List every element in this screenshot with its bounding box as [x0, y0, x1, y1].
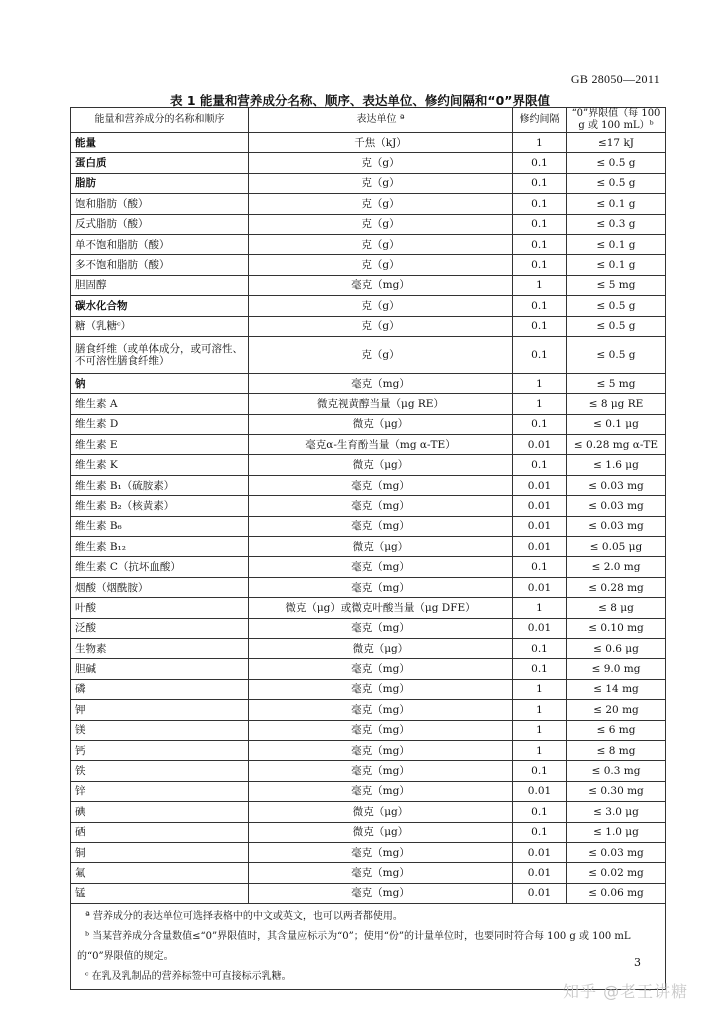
note-c: ᶜ 在乳及乳制品的营养标签中可直接标示乳糖。: [85, 971, 292, 983]
row-name-cell: 锌: [71, 781, 249, 801]
row-name-cell: 碘: [71, 802, 249, 822]
row-unit-cell: 克（g）: [249, 316, 513, 336]
row-limit-cell: ≤ 14 mg: [567, 679, 666, 699]
table-row: [71, 700, 666, 720]
row-limit-cell: ≤ 0.10 mg: [567, 618, 666, 638]
row-unit-cell: 毫克（mg）: [249, 700, 513, 720]
nutrition-table: [70, 107, 666, 990]
table-row: [71, 414, 666, 434]
row-limit-cell: ≤17 kJ: [567, 133, 666, 153]
row-unit-cell: 毫克（mg）: [249, 577, 513, 597]
row-interval-cell: 0.1: [513, 761, 567, 781]
table-row: [71, 173, 666, 193]
row-name-cell: 维生素 D: [71, 414, 249, 434]
row-unit-cell: 毫克（mg）: [249, 740, 513, 760]
row-interval-cell: 0.1: [513, 296, 567, 316]
row-name-cell: 铜: [71, 842, 249, 862]
table-row: [71, 618, 666, 638]
row-interval-cell: 1: [513, 394, 567, 414]
row-interval-cell: 0.01: [513, 577, 567, 597]
row-unit-cell: 微克（μg）: [249, 638, 513, 658]
row-limit-cell: ≤ 0.28 mg: [567, 577, 666, 597]
row-limit-cell: ≤ 8 μg: [567, 598, 666, 618]
row-name-cell: 维生素 E: [71, 435, 249, 455]
row-name-cell: 胆固醇: [71, 275, 249, 295]
table-row: [71, 659, 666, 679]
table-row: [71, 761, 666, 781]
row-unit-cell: 毫克（mg）: [249, 475, 513, 495]
row-interval-cell: 0.1: [513, 638, 567, 658]
row-name-cell: 碳水化合物: [71, 296, 249, 316]
table-row: [71, 863, 666, 883]
row-unit-cell: 克（g）: [249, 234, 513, 254]
row-interval-cell: 1: [513, 373, 567, 393]
table-row: [71, 537, 666, 557]
row-interval-cell: 0.01: [513, 781, 567, 801]
row-limit-cell: ≤ 0.5 g: [567, 153, 666, 173]
row-limit-cell: ≤ 20 mg: [567, 700, 666, 720]
row-name-cell: 饱和脂肪（酸）: [71, 194, 249, 214]
row-interval-cell: 0.1: [513, 802, 567, 822]
row-limit-cell: ≤ 0.28 mg α-TE: [567, 435, 666, 455]
row-interval-cell: 1: [513, 700, 567, 720]
table-row: [71, 153, 666, 173]
row-interval-cell: 0.1: [513, 414, 567, 434]
row-unit-cell: 克（g）: [249, 153, 513, 173]
table-row: [71, 296, 666, 316]
row-interval-cell: 0.1: [513, 822, 567, 842]
row-limit-cell: ≤ 0.1 g: [567, 255, 666, 275]
table-title: 表 1 能量和营养成分名称、顺序、表达单位、修约间隔和“0”界限值: [169, 93, 551, 108]
notes-row: [71, 904, 666, 990]
row-limit-cell: ≤ 0.1 g: [567, 194, 666, 214]
header-name: 能量和营养成分的名称和顺序: [71, 108, 249, 133]
row-unit-cell: 毫克（mg）: [249, 496, 513, 516]
row-unit-cell: 克（g）: [249, 336, 513, 373]
row-name-cell: 铁: [71, 761, 249, 781]
table-row: [71, 720, 666, 740]
row-limit-cell: ≤ 1.6 μg: [567, 455, 666, 475]
row-name-cell: 烟酸（烟酰胺）: [71, 577, 249, 597]
row-limit-cell: ≤ 0.5 g: [567, 316, 666, 336]
table-row: [71, 740, 666, 760]
row-unit-cell: 毫克（mg）: [249, 863, 513, 883]
header-limit: “0”界限值（每 100 g 或 100 mL）ᵇ: [567, 108, 666, 133]
row-unit-cell: 毫克（mg）: [249, 720, 513, 740]
row-name-cell: 糖（乳糖ᶜ）: [71, 316, 249, 336]
row-unit-cell: 毫克（mg）: [249, 373, 513, 393]
row-unit-cell: 微克视黄醇当量（μg RE）: [249, 394, 513, 414]
row-interval-cell: 0.1: [513, 194, 567, 214]
row-unit-cell: 毫克（mg）: [249, 679, 513, 699]
row-name-cell: 硒: [71, 822, 249, 842]
row-unit-cell: 微克（μg）: [249, 822, 513, 842]
row-name-cell: 多不饱和脂肪（酸）: [71, 255, 249, 275]
table-row: [71, 781, 666, 801]
row-limit-cell: ≤ 5 mg: [567, 373, 666, 393]
row-unit-cell: 微克（μg）: [249, 455, 513, 475]
note-a: ª 营养成分的表达单位可选择表格中的中文或英文，也可以两者都使用。: [85, 911, 403, 923]
table-row: [71, 598, 666, 618]
row-unit-cell: 微克（μg）: [249, 802, 513, 822]
table-row: [71, 394, 666, 414]
table-row: [71, 557, 666, 577]
row-interval-cell: 0.01: [513, 475, 567, 495]
table-header-row: [71, 108, 666, 133]
row-name-cell: 钙: [71, 740, 249, 760]
row-interval-cell: 0.01: [513, 516, 567, 536]
table-row: [71, 516, 666, 536]
table-row: [71, 577, 666, 597]
row-unit-cell: 毫克（mg）: [249, 275, 513, 295]
row-limit-cell: ≤ 8 mg: [567, 740, 666, 760]
row-name-cell: 钠: [71, 373, 249, 393]
row-unit-cell: 毫克（mg）: [249, 557, 513, 577]
row-limit-cell: ≤ 0.03 mg: [567, 842, 666, 862]
row-limit-cell: ≤ 8 μg RE: [567, 394, 666, 414]
page-number: 3: [634, 956, 641, 969]
row-unit-cell: 克（g）: [249, 296, 513, 316]
nutrition-table-container: [70, 107, 665, 990]
row-name-cell: 蛋白质: [71, 153, 249, 173]
row-interval-cell: 1: [513, 133, 567, 153]
row-name-cell: 维生素 B₁₂: [71, 537, 249, 557]
row-limit-cell: ≤ 0.1 g: [567, 234, 666, 254]
row-name-cell: 胆碱: [71, 659, 249, 679]
row-limit-cell: ≤ 2.0 mg: [567, 557, 666, 577]
table-row: [71, 883, 666, 903]
row-interval-cell: 0.01: [513, 863, 567, 883]
row-limit-cell: ≤ 0.03 mg: [567, 516, 666, 536]
row-limit-cell: ≤ 0.1 μg: [567, 414, 666, 434]
row-name-cell: 磷: [71, 679, 249, 699]
row-interval-cell: 0.1: [513, 153, 567, 173]
row-limit-cell: ≤ 0.3 mg: [567, 761, 666, 781]
row-name-cell: 镁: [71, 720, 249, 740]
table-row: [71, 496, 666, 516]
table-row: [71, 336, 666, 373]
row-name-cell: 锰: [71, 883, 249, 903]
table-row: [71, 679, 666, 699]
row-interval-cell: 0.01: [513, 435, 567, 455]
row-name-cell: 维生素 B₁（硫胺素）: [71, 475, 249, 495]
row-unit-cell: 千焦（kJ）: [249, 133, 513, 153]
table-row: [71, 214, 666, 234]
row-limit-cell: ≤ 0.6 μg: [567, 638, 666, 658]
row-unit-cell: 毫克（mg）: [249, 618, 513, 638]
row-name-cell: 泛酸: [71, 618, 249, 638]
row-interval-cell: 0.1: [513, 214, 567, 234]
row-interval-cell: 0.1: [513, 455, 567, 475]
row-name-cell: 生物素: [71, 638, 249, 658]
row-limit-cell: ≤ 5 mg: [567, 275, 666, 295]
table-body: [71, 133, 666, 904]
watermark: 知乎 @老王讲糖: [563, 982, 689, 1001]
table-row: [71, 373, 666, 393]
row-name-cell: 钾: [71, 700, 249, 720]
row-limit-cell: ≤ 0.5 g: [567, 173, 666, 193]
row-interval-cell: 1: [513, 720, 567, 740]
notes-cell: [71, 904, 666, 990]
table-row: [71, 133, 666, 153]
row-unit-cell: 毫克（mg）: [249, 842, 513, 862]
row-limit-cell: ≤ 0.3 g: [567, 214, 666, 234]
table-row: [71, 822, 666, 842]
row-unit-cell: 毫克（mg）: [249, 761, 513, 781]
row-unit-cell: 毫克（mg）: [249, 659, 513, 679]
row-interval-cell: 1: [513, 275, 567, 295]
row-name-cell: 维生素 A: [71, 394, 249, 414]
row-limit-cell: ≤ 0.05 μg: [567, 537, 666, 557]
row-unit-cell: 毫克α-生育酚当量（mg α-TE）: [249, 435, 513, 455]
row-limit-cell: ≤ 9.0 mg: [567, 659, 666, 679]
note-b: ᵇ 当某营养成分含量数值≤“0”界限值时，其含量应标示为“0”；使用“份”的计量单位时，也要同时符合每 100 g 或 100 mL 的“0”界限值的规定。: [77, 931, 631, 963]
row-limit-cell: ≤ 0.02 mg: [567, 863, 666, 883]
table-row: [71, 234, 666, 254]
row-interval-cell: 0.1: [513, 659, 567, 679]
row-limit-cell: ≤ 0.30 mg: [567, 781, 666, 801]
header-interval: 修约间隔: [513, 108, 567, 133]
row-limit-cell: ≤ 0.5 g: [567, 296, 666, 316]
row-name-cell: 叶酸: [71, 598, 249, 618]
row-unit-cell: 克（g）: [249, 255, 513, 275]
table-row: [71, 802, 666, 822]
row-name-cell: 脂肪: [71, 173, 249, 193]
row-interval-cell: 1: [513, 598, 567, 618]
row-unit-cell: 微克（μg）: [249, 414, 513, 434]
table-row: [71, 275, 666, 295]
table-row: [71, 255, 666, 275]
row-limit-cell: ≤ 1.0 μg: [567, 822, 666, 842]
row-unit-cell: 毫克（mg）: [249, 883, 513, 903]
row-unit-cell: 毫克（mg）: [249, 781, 513, 801]
row-name-cell: 维生素 B₂（核黄素）: [71, 496, 249, 516]
row-limit-cell: ≤ 0.03 mg: [567, 496, 666, 516]
row-interval-cell: 0.01: [513, 618, 567, 638]
row-interval-cell: 0.1: [513, 336, 567, 373]
row-interval-cell: 0.01: [513, 842, 567, 862]
row-interval-cell: 1: [513, 740, 567, 760]
row-name-cell: 维生素 B₆: [71, 516, 249, 536]
row-unit-cell: 克（g）: [249, 194, 513, 214]
row-limit-cell: ≤ 6 mg: [567, 720, 666, 740]
row-unit-cell: 微克（μg）: [249, 537, 513, 557]
table-row: [71, 638, 666, 658]
row-unit-cell: 毫克（mg）: [249, 516, 513, 536]
row-unit-cell: 克（g）: [249, 173, 513, 193]
row-interval-cell: 0.1: [513, 557, 567, 577]
row-name-cell: 维生素 K: [71, 455, 249, 475]
row-interval-cell: 0.1: [513, 316, 567, 336]
row-limit-cell: ≤ 0.5 g: [567, 336, 666, 373]
row-interval-cell: 0.01: [513, 537, 567, 557]
row-name-cell: 单不饱和脂肪（酸）: [71, 234, 249, 254]
row-limit-cell: ≤ 3.0 μg: [567, 802, 666, 822]
row-name-cell: 维生素 C（抗坏血酸）: [71, 557, 249, 577]
row-name-cell: 氟: [71, 863, 249, 883]
header-unit: 表达单位 ª: [249, 108, 513, 133]
table-row: [71, 842, 666, 862]
row-limit-cell: ≤ 0.03 mg: [567, 475, 666, 495]
row-interval-cell: 0.01: [513, 883, 567, 903]
table-row: [71, 455, 666, 475]
row-interval-cell: 0.1: [513, 234, 567, 254]
row-interval-cell: 0.1: [513, 255, 567, 275]
row-interval-cell: 0.01: [513, 496, 567, 516]
table-row: [71, 194, 666, 214]
table-row: [71, 475, 666, 495]
row-interval-cell: 1: [513, 679, 567, 699]
row-limit-cell: ≤ 0.06 mg: [567, 883, 666, 903]
row-name-cell: 膳食纤维（或单体成分，或可溶性、不可溶性膳食纤维）: [71, 336, 249, 373]
standard-code: GB 28050—2011: [570, 72, 660, 86]
table-row: [71, 316, 666, 336]
row-name-cell: 能量: [71, 133, 249, 153]
row-name-cell: 反式脂肪（酸）: [71, 214, 249, 234]
row-interval-cell: 0.1: [513, 173, 567, 193]
row-unit-cell: 微克（μg）或微克叶酸当量（μg DFE）: [249, 598, 513, 618]
table-row: [71, 435, 666, 455]
row-unit-cell: 克（g）: [249, 214, 513, 234]
